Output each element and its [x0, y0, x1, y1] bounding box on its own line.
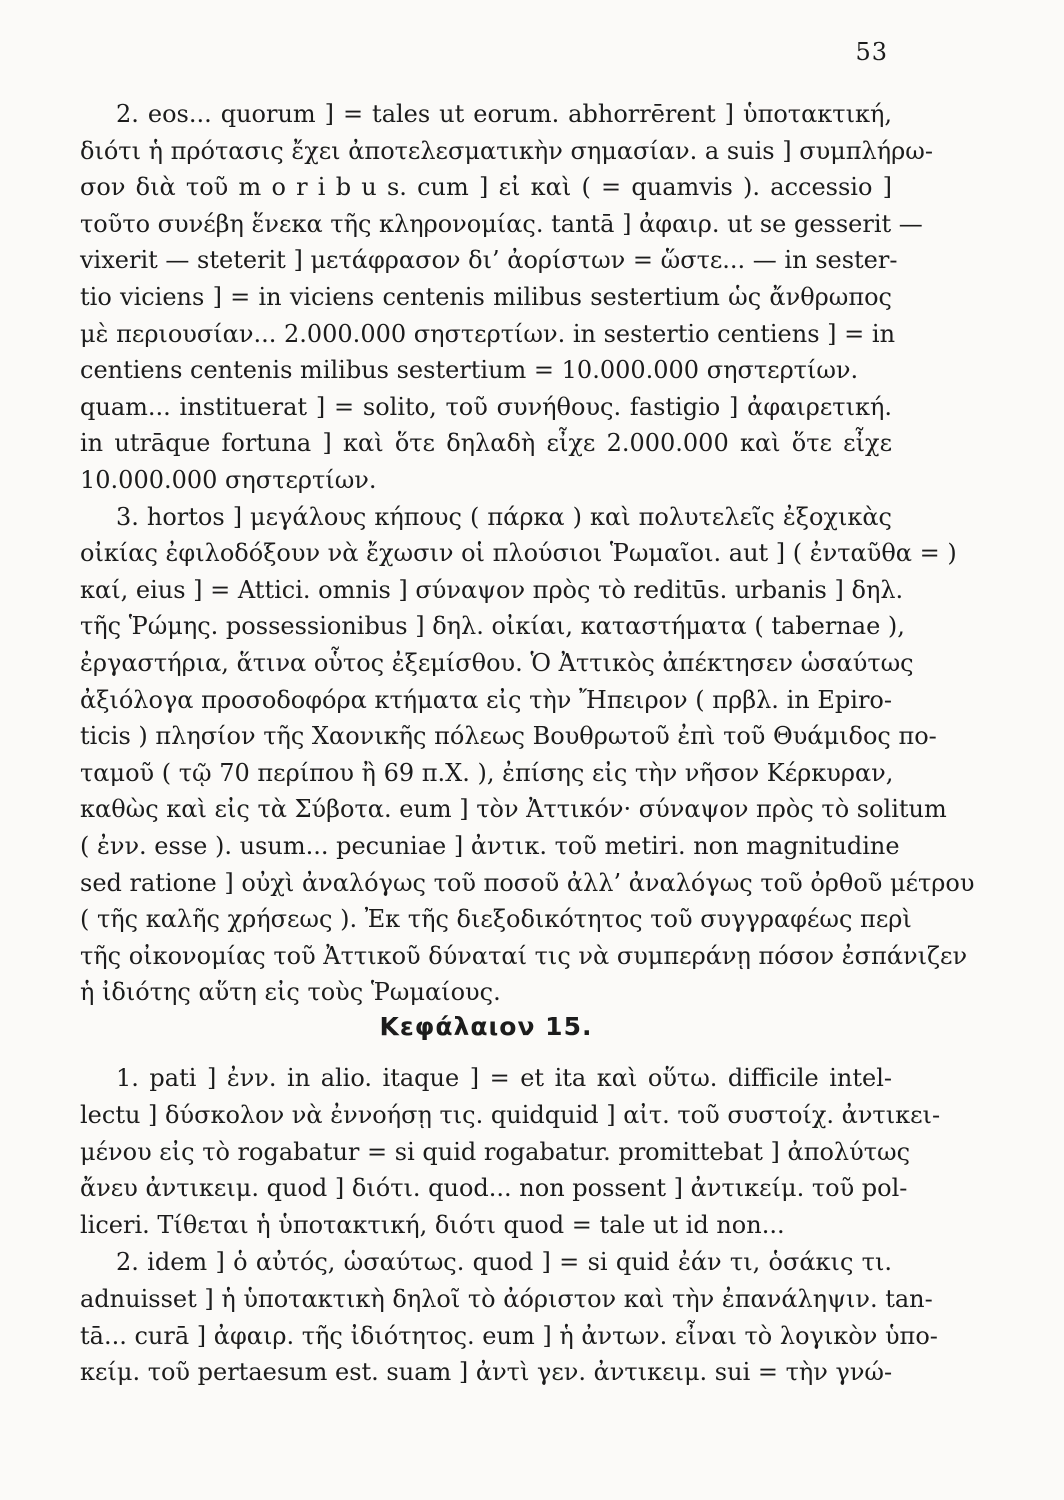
text-line: καθὼς καὶ εἰς τὰ Σύβοτα. eum ] τὸν Ἀττικόν· σύναψον πρὸς τὸ solitum — [80, 795, 947, 824]
text-line: 3. hortos ] μεγάλους κήπους ( πάρκα ) καὶ πολυτελεῖς ἐξοχικὰς — [116, 502, 892, 531]
text-line: centiens centenis milibus sestertium = 10.000.000 σηστερτίων. — [80, 356, 859, 385]
chapter-heading: Κεφάλαιον 15. — [379, 1012, 593, 1041]
text-line: τοῦτο συνέβη ἕνεκα τῆς κληρονομίας. tantā ] ἀφαιρ. ut se gesserit — — [80, 209, 923, 238]
text-line: ταμοῦ ( τῷ 70 περίπου ἢ 69 π.Χ. ), ἐπίσης εἰς τὴν νῆσον Κέρκυραν, — [80, 758, 894, 787]
text-line: ( ἐνν. esse ). usum... pecuniae ] ἀντικ. τοῦ metiri. non magnitudine — [80, 832, 900, 860]
text-line: τῆς οἰκονομίας τοῦ Ἀττικοῦ δύναταί τις νὰ συμπεράνῃ πόσον ἐσπάνιζεν — [80, 941, 968, 970]
text-line: οἰκίας ἐφιλοδόξουν νὰ ἔχωσιν οἱ πλούσιοι Ῥωμαῖοι. aut ] ( ἐνταῦθα = ) — [80, 539, 957, 568]
text-line: διότι ἡ πρότασις ἔχει ἀποτελεσματικὴν σημασίαν. a suis ] συμπλήρω- — [80, 136, 933, 165]
text-line: ἀξιόλογα προσοδοφόρα κτήματα εἰς τὴν Ἤπειρον ( πρβλ. in Epiro- — [80, 685, 892, 714]
text-line: tio viciens ] = in viciens centenis milibus sestertium ὡς ἄνθρωπος — [80, 283, 892, 311]
text-line: ticis ) πλησίον τῆς Χαονικῆς πόλεως Βουθρωτοῦ ἐπὶ τοῦ Θυάμιδος πο- — [80, 722, 937, 751]
text-line: adnuisset ] ἡ ὑποτακτικὴ δηλοῖ τὸ ἀόριστον καὶ τὴν ἐπανάληψιν. tan- — [80, 1284, 933, 1313]
text-line: ἐργαστήρια, ἅτινα οὗτος ἐξεμίσθου. Ὁ Ἀττικὸς ἀπέκτησεν ὡσαύτως — [80, 649, 914, 677]
text-line: 2. idem ] ὁ αὐτός, ὡσαύτως. quod ] = si quid ἐάν τι, ὁσάκις τι. — [116, 1248, 892, 1276]
text-line: τῆς Ῥώμης. possessionibus ] δηλ. οἰκίαι, καταστήματα ( tabernae ), — [80, 612, 905, 641]
text-line: μὲ περιουσίαν... 2.000.000 σηστερτίων. in sestertio centiens ] = in — [80, 319, 896, 348]
text-line: lectu ] δύσκολον νὰ ἐννοήσῃ τις. quidquid ] αἰτ. τοῦ συστοίχ. ἀντικει- — [80, 1100, 941, 1129]
text-line: σον διὰ τοῦ m o r i b u s. cum ] εἰ καὶ ( = quamvis ). accessio ] — [80, 173, 892, 202]
text-line: ( τῆς καλῆς χρήσεως ). Ἐκ τῆς διεξοδικότητος τοῦ συγγραφέως περὶ — [80, 905, 912, 934]
text-line: sed ratione ] οὐχὶ ἀναλόγως τοῦ ποσοῦ ἀλλ’ ἀναλόγως τοῦ ὀρθοῦ μέτρου — [80, 868, 975, 897]
text-line: ἄνευ ἀντικειμ. quod ] διότι. quod... non possent ] ἀντικείμ. τοῦ pol- — [80, 1174, 908, 1203]
text-line: quam... instituerat ] = solito, τοῦ συνήθους. fastigio ] ἀφαιρετική. — [80, 392, 892, 421]
text-line: 2. eos... quorum ] = tales ut eorum. abhorrērent ] ὑποτακτική, — [116, 100, 892, 128]
text-line: 1. pati ] ἐνν. in alio. itaque ] = et ita καὶ οὕτω. difficile intel- — [116, 1064, 892, 1092]
text-line: liceri. Τίθεται ἡ ὑποτακτική, διότι quod = tale ut id non... — [80, 1211, 785, 1240]
text-line: κείμ. τοῦ pertaesum est. suam ] ἀντὶ γεν. ἀντικειμ. sui = τὴν γνώ- — [80, 1358, 893, 1387]
text-line: 10.000.000 σηστερτίων. — [80, 466, 377, 494]
text-line: vixerit — steterit ] μετάφρασον δι’ ἀορίστων = ὥστε... — in sester- — [80, 246, 898, 275]
page-number: 53 — [855, 38, 888, 66]
text-line: tā... curā ] ἀφαιρ. τῆς ἰδιότητος. eum ] ἡ ἀντων. εἶναι τὸ λογικὸν ὑπο- — [80, 1321, 938, 1350]
text-line: καί, eius ] = Attici. omnis ] σύναψον πρὸς τὸ reditūs. urbanis ] δηλ. — [80, 575, 904, 604]
text-line: in utrāque fortuna ] καὶ ὅτε δηλαδὴ εἶχε 2.000.000 καὶ ὅτε εἶχε — [80, 429, 892, 458]
text-line: ἡ ἰδιότης αὕτη εἰς τοὺς Ῥωμαίους. — [80, 978, 501, 1007]
text-line: μένου εἰς τὸ rogabatur = si quid rogabatur. promittebat ] ἀπολύτως — [80, 1137, 911, 1166]
